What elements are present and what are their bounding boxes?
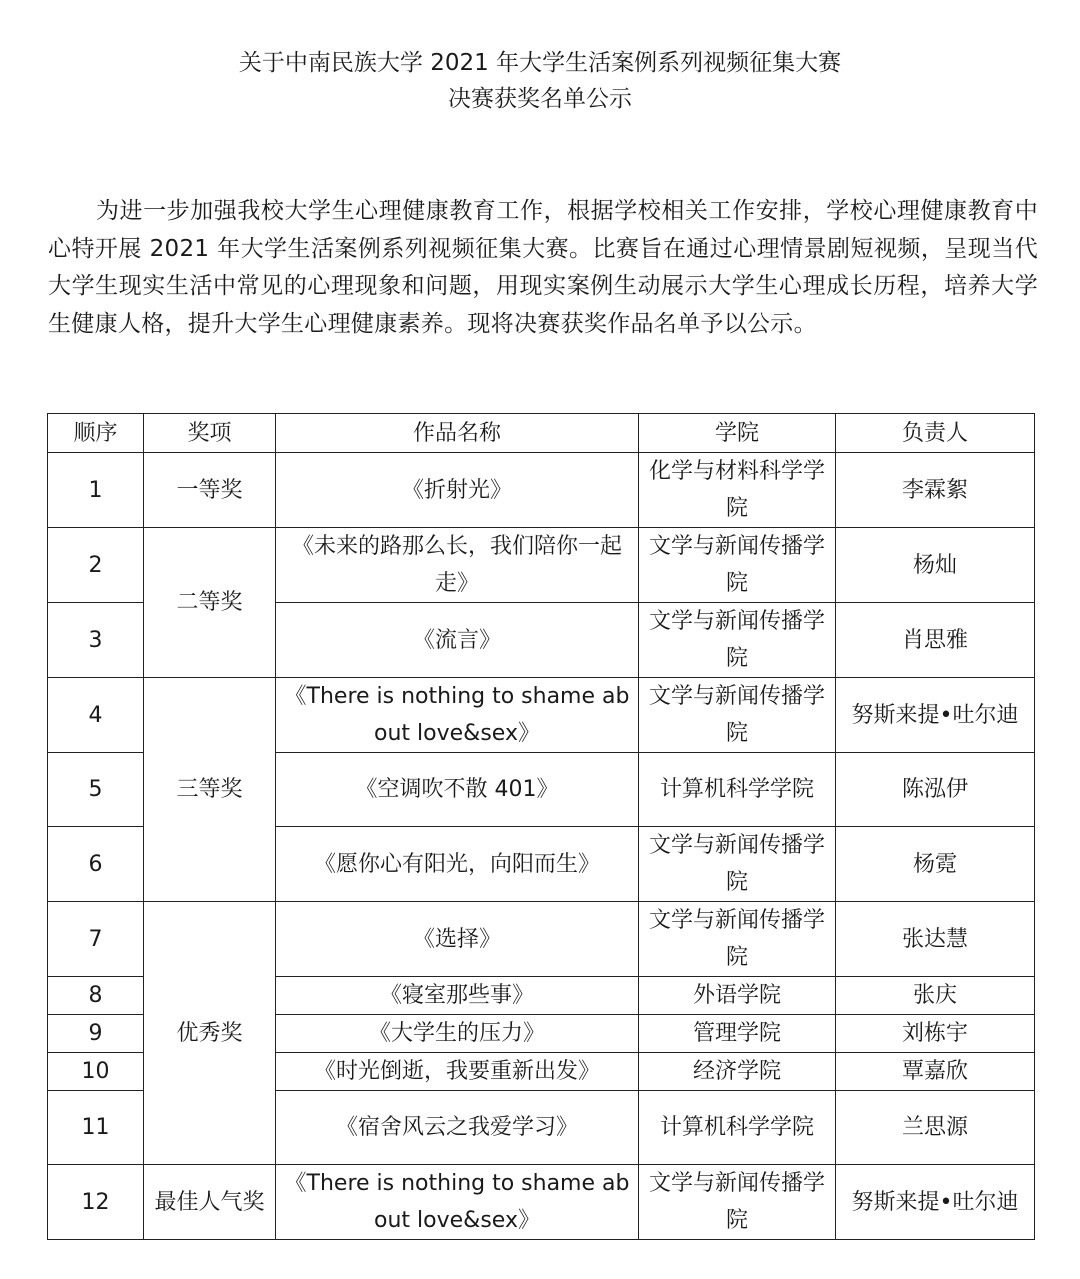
row-work-title: 《流言》 (276, 603, 639, 678)
row-college: 文学与新闻传播学院 (639, 827, 836, 902)
row-leader: 刘栋宇 (836, 1015, 1035, 1053)
row-college: 计算机科学学院 (639, 1091, 836, 1165)
row-order: 12 (48, 1165, 144, 1240)
row-work-title: 《There is nothing to shame about love&sex》 (276, 678, 639, 753)
row-order: 3 (48, 603, 144, 678)
row-leader: 覃嘉欣 (836, 1053, 1035, 1091)
row-college: 计算机科学学院 (639, 753, 836, 827)
row-order: 2 (48, 528, 144, 603)
row-leader: 陈泓伊 (836, 753, 1035, 827)
table-row (48, 678, 1035, 753)
row-leader: 努斯来提•吐尔迪 (836, 1165, 1035, 1240)
row-work-title: 《宿舍风云之我爱学习》 (276, 1091, 639, 1165)
row-order: 11 (48, 1091, 144, 1165)
table-header-row (48, 414, 1035, 453)
table-row (48, 528, 1035, 603)
row-order: 10 (48, 1053, 144, 1091)
row-work-title: 《寝室那些事》 (276, 977, 639, 1015)
row-leader: 杨霓 (836, 827, 1035, 902)
award-first: 一等奖 (144, 453, 276, 528)
header-award: 奖项 (144, 414, 276, 453)
awards-table (47, 413, 1035, 1240)
row-leader: 张庆 (836, 977, 1035, 1015)
row-college: 管理学院 (639, 1015, 836, 1053)
row-college: 文学与新闻传播学院 (639, 603, 836, 678)
row-college: 文学与新闻传播学院 (639, 678, 836, 753)
row-work-title: 《选择》 (276, 902, 639, 977)
row-leader: 张达慧 (836, 902, 1035, 977)
row-order: 6 (48, 827, 144, 902)
row-order: 5 (48, 753, 144, 827)
header-order: 顺序 (48, 414, 144, 453)
row-leader: 李霖絮 (836, 453, 1035, 528)
row-college: 外语学院 (639, 977, 836, 1015)
award-popular: 最佳人气奖 (144, 1165, 276, 1240)
award-excellent: 优秀奖 (144, 902, 276, 1165)
row-leader: 杨灿 (836, 528, 1035, 603)
row-order: 7 (48, 902, 144, 977)
row-college: 化学与材料科学学院 (639, 453, 836, 528)
table-row (48, 453, 1035, 528)
row-order: 1 (48, 453, 144, 528)
header-college: 学院 (639, 414, 836, 453)
award-second: 二等奖 (144, 528, 276, 678)
row-work-title: 《时光倒逝，我要重新出发》 (276, 1053, 639, 1091)
row-work-title: 《未来的路那么长，我们陪你一起走》 (276, 528, 639, 603)
row-work-title: 《There is nothing to shame about love&sex》 (276, 1165, 639, 1240)
row-leader: 肖思雅 (836, 603, 1035, 678)
row-order: 8 (48, 977, 144, 1015)
table-row (48, 1165, 1035, 1240)
row-order: 9 (48, 1015, 144, 1053)
row-order: 4 (48, 678, 144, 753)
row-work-title: 《空调吹不散 401》 (276, 753, 639, 827)
award-third: 三等奖 (144, 678, 276, 902)
document-subtitle: 决赛获奖名单公示 (448, 86, 632, 112)
row-college: 经济学院 (639, 1053, 836, 1091)
document-title: 关于中南民族大学 2021 年大学生活案例系列视频征集大赛 (238, 50, 842, 76)
row-work-title: 《大学生的压力》 (276, 1015, 639, 1053)
row-work-title: 《折射光》 (276, 453, 639, 528)
row-leader: 努斯来提•吐尔迪 (836, 678, 1035, 753)
row-work-title: 《愿你心有阳光，向阳而生》 (276, 827, 639, 902)
row-leader: 兰思源 (836, 1091, 1035, 1165)
row-college: 文学与新闻传播学院 (639, 1165, 836, 1240)
table-row (48, 902, 1035, 977)
header-work-title: 作品名称 (276, 414, 639, 453)
intro-paragraph: 为进一步加强我校大学生心理健康教育工作，根据学校相关工作安排，学校心理健康教育中心特开展 2021 年大学生活案例系列视频征集大赛。比赛旨在通过心理情景剧短视频，呈现当代大学生现实生活中常见的心理现象和问题，用现实案例生动展示大学生心理成长历程，培养大学生健康人格，提升大学生心理健康素养。现将决赛获奖作品名单予以公示。 (48, 198, 1038, 337)
row-college: 文学与新闻传播学院 (639, 902, 836, 977)
header-leader: 负责人 (836, 414, 1035, 453)
row-college: 文学与新闻传播学院 (639, 528, 836, 603)
